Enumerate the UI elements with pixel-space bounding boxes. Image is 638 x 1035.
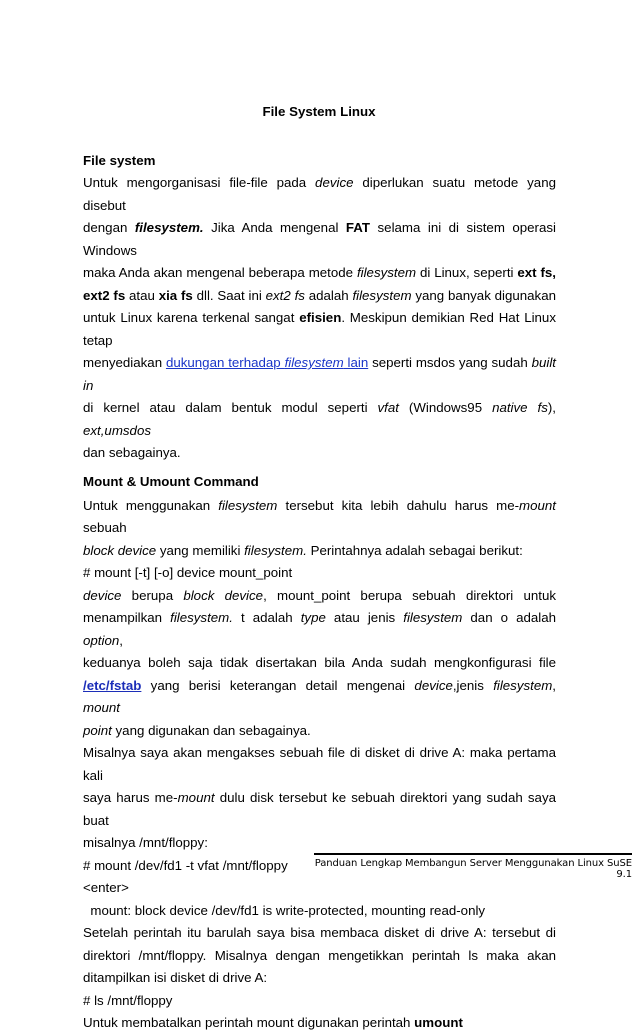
command-line: # mount [-t] [-o] device mount_point [83,565,293,580]
link-etc-fstab[interactable]: /etc/fstab [83,677,142,693]
section-heading-mount: Mount & Umount Command [83,473,259,489]
paragraph-file-system [83,172,556,465]
command-line: <enter> [83,880,129,895]
text-line: /etc/fstab yang berisi keterangan detail mengenai device,jenis filesystem, mount [83,677,556,715]
document-body [83,152,556,1035]
text-line: ditampilkan isi disket di drive A: [83,970,268,985]
section-heading-file-system: File system [83,153,156,168]
text-line: Untuk menggunakan filesystem tersebut kita lebih dahulu harus me-mount sebuah [83,497,556,535]
text-line: keduanya boleh saja tidak disertakan bila Anda sudah mengkonfigurasi file [83,655,556,670]
command-line: # mount /dev/fd1 -t vfat /mnt/floppy [83,857,288,873]
text-line: point yang digunakan dan sebagainya. [83,722,311,738]
text-line: maka Anda akan mengenal beberapa metode filesystem di Linux, seperti ext fs, [83,265,556,280]
page-title: File System Linux [262,104,376,119]
command-line: # ls /mnt/floppy [83,992,173,1008]
footer-divider [314,853,632,855]
text-line: untuk Linux karena terkenal sangat efisien. Meskipun demikian Red Hat Linux tetap [83,310,556,348]
text-line: block device yang memiliki filesystem. Perintahnya adalah sebagai berikut: [83,542,523,558]
text-line: dengan filesystem. Jika Anda mengenal FAT selama ini di sistem operasi Windows [83,220,556,258]
text-line: menampilkan filesystem. t adalah type atau jenis filesystem dan o adalah option, [83,610,557,648]
text-line: menyediakan dukungan terhadap filesystem lain seperti msdos yang sudah built in [83,355,556,393]
link-dukungan-filesystem[interactable]: dukungan terhadap filesystem lain [165,355,369,370]
text-line: Misalnya saya akan mengakses sebuah file di disket di drive A: maka pertama kali [83,745,556,783]
text-line: direktori /mnt/floppy. Misalnya dengan mengetikkan perintah ls maka akan [83,947,556,963]
text-line: di kernel atau dalam bentuk modul seperti vfat (Windows95 native fs), ext,umsdos [83,400,556,438]
text-line: device berupa block device, mount_point berupa sebuah direktori untuk [83,587,557,603]
text-line: ext2 fs atau xia fs dll. Saat ini ext2 fs adalah filesystem yang banyak digunakan [83,287,556,303]
text-line: saya harus me-mount dulu disk tersebut ke sebuah direktori yang sudah saya buat [83,790,556,828]
page-footer: Panduan Lengkap Membangun Server Menggunakan Linux SuSE 9.1 [314,858,632,880]
command-output: mount: block device /dev/fd1 is write-protected, mounting read-only [83,902,486,918]
text-line: Untuk membatalkan perintah mount digunakan perintah umount [83,1015,463,1030]
text-line: dan sebagainya. [83,445,181,460]
paragraph-mount [83,495,556,1035]
text-line: Untuk mengorganisasi file-file pada device diperlukan suatu metode yang disebut [83,175,556,213]
text-line: misalnya /mnt/floppy: [83,835,208,850]
text-line: Setelah perintah itu barulah saya bisa membaca disket di drive A: tersebut di [83,925,556,940]
